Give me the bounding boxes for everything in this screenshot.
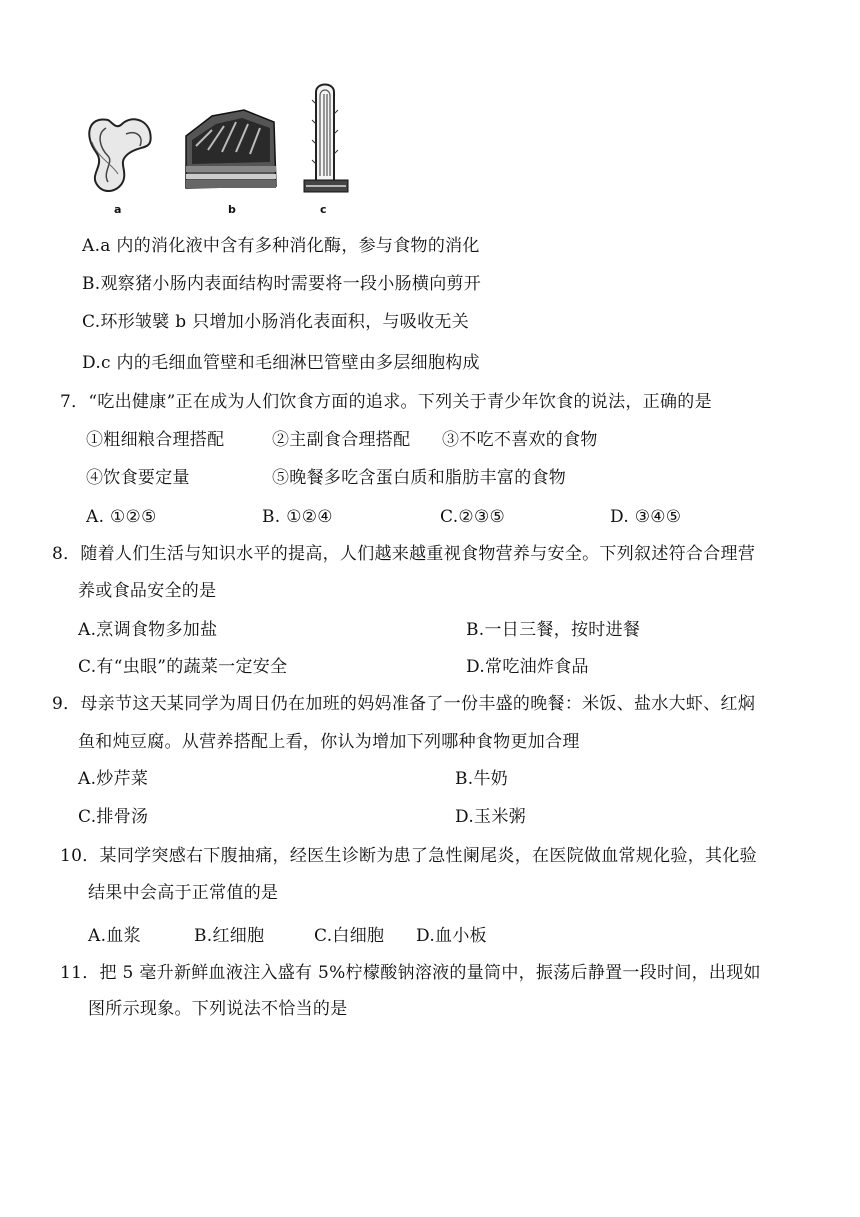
q7-item-5: ⑤晚餐多吃含蛋白质和脂肪丰富的食物 [272, 468, 567, 488]
figure-label-c: c [320, 203, 327, 216]
q9-stem-line1: 9．母亲节这天某同学为周日仍在加班的妈妈准备了一份丰盛的晚餐：米饭、盐水大虾、红焖 [52, 694, 756, 714]
q10-option-a: A.血浆 [88, 926, 141, 946]
q10-stem-line1: 10．某同学突感右下腹抽痛，经医生诊断为患了急性阑尾炎，在医院做血常规化验，其化验 [60, 846, 757, 866]
q9-option-d: D.玉米粥 [455, 807, 526, 827]
q7-option-b: B. ①②④ [262, 507, 333, 527]
q7-item-1: ①粗细粮合理搭配 [86, 430, 225, 450]
q6-option-b: B.观察猪小肠内表面结构时需要将一段小肠横向剪开 [82, 274, 482, 294]
q10-option-b: B.红细胞 [194, 926, 265, 946]
q9-stem-line2: 鱼和炖豆腐。从营养搭配上看，你认为增加下列哪种食物更加合理 [78, 732, 580, 752]
small-intestine-figure-a [78, 112, 160, 198]
circular-folds-figure-b [182, 106, 278, 196]
q9-option-c: C.排骨汤 [78, 807, 149, 827]
q10-option-d: D.血小板 [416, 926, 487, 946]
figure-label-a: a [114, 203, 122, 216]
q9-option-b: B.牛奶 [455, 769, 509, 789]
q7-option-c: C.②③⑤ [440, 507, 506, 527]
q6-option-a: A.a 内的消化液中含有多种消化酶，参与食物的消化 [82, 236, 480, 256]
q7-item-2: ②主副食合理搭配 [272, 430, 411, 450]
q9-option-a: A.炒芹菜 [78, 769, 149, 789]
q7-option-a: A. ①②⑤ [86, 507, 157, 527]
q7-item-3: ③不吃不喜欢的食物 [442, 430, 598, 450]
q10-stem-line2: 结果中会高于正常值的是 [88, 883, 279, 903]
q6-option-d: D.c 内的毛细血管壁和毛细淋巴管壁由多层细胞构成 [82, 353, 480, 373]
q8-stem-line1: 8．随着人们生活与知识水平的提高，人们越来越重视食物营养与安全。下列叙述符合合理营 [52, 544, 756, 564]
q6-option-c: C.环形皱襞 b 只增加小肠消化表面积，与吸收无关 [82, 312, 469, 332]
q8-stem-line2: 养或食品安全的是 [78, 581, 217, 601]
q8-option-a: A.烹调食物多加盐 [78, 620, 218, 640]
villus-figure-c [300, 80, 352, 198]
q8-option-d: D.常吃油炸食品 [466, 657, 589, 677]
q10-option-c: C.白细胞 [314, 926, 385, 946]
q8-option-b: B.一日三餐，按时进餐 [466, 620, 641, 640]
q11-stem-line2: 图所示现象。下列说法不恰当的是 [88, 999, 348, 1019]
figure-label-b: b [228, 203, 236, 216]
q7-item-4: ④饮食要定量 [86, 468, 190, 488]
q11-stem-line1: 11．把 5 毫升新鲜血液注入盛有 5%柠檬酸钠溶液的量筒中，振荡后静置一段时间，出现如 [60, 963, 761, 983]
q7-stem: 7．“吃出健康”正在成为人们饮食方面的追求。下列关于青少年饮食的说法，正确的是 [60, 392, 712, 412]
q7-option-d: D. ③④⑤ [610, 507, 682, 527]
q8-option-c: C.有“虫眼”的蔬菜一定安全 [78, 657, 288, 677]
